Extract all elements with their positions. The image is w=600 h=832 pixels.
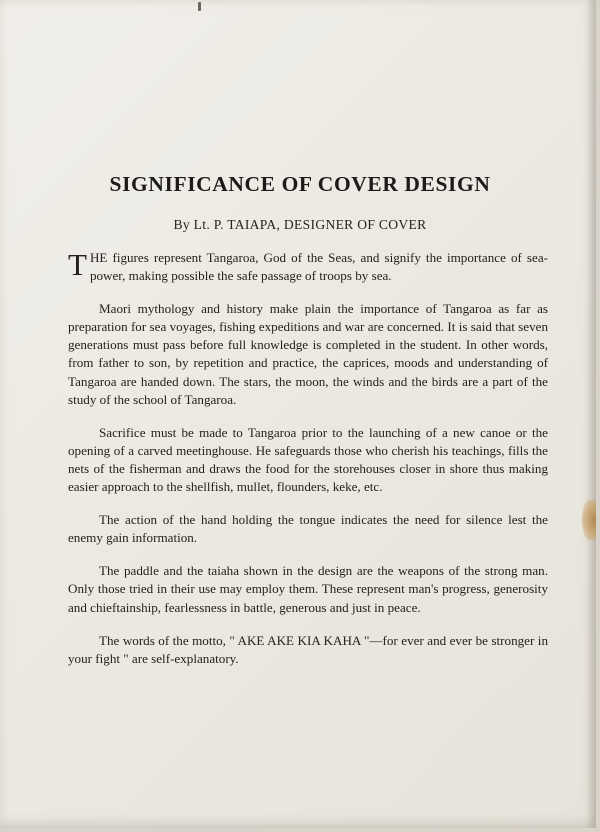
- paragraph-hand: The action of the hand holding the tongue indicates the need for silence lest the enemy gain information.: [68, 512, 548, 546]
- intro-text: HE figures represent Tangaroa, God of the Seas, and signify the importance of sea-power, making possible the safe passage of troops by sea.: [89, 250, 548, 284]
- page-stain: [582, 500, 596, 540]
- page-edge-shadow: [586, 0, 596, 828]
- author-byline: By Lt. P. TAIAPA, DESIGNER OF COVER: [173, 217, 427, 232]
- paragraph-sacrifice: Sacrifice must be made to Tangaroa prior to the launching of a new canoe or the opening of a carved meetinghouse. He safeguards those who cherish his teachings, fills the nets of the fisherman and draws the food for the storehouses closer in shore thus making easier approach to the shellfish, mullet, flounders, keke, etc.: [68, 424, 548, 495]
- intro-paragraph: [68, 249, 548, 285]
- paragraph-mythology: Maori mythology and history make plain the importance of Tangaroa as far as preparation for sea voyages, fishing expeditions and war are concerned. It is said that seven generations must pass before full knowledge is completed in the student. In other words, from father to son, by repetition and practice, the caprices, moods and understanding of Tangaroa are handed down. The stars, the moon, the winds and the birds are a part of the study of the school of Tangaroa.: [68, 301, 548, 407]
- drop-cap: T: [68, 247, 87, 282]
- page-title: SIGNIFICANCE OF COVER DESIGN: [109, 172, 491, 196]
- paragraph-motto: The words of the motto, " AKE AKE KIA KAHA "—for ever and ever be stronger in your fight " are self-explanatory.: [68, 632, 548, 666]
- page-mark: [198, 2, 201, 11]
- paragraph-weapons: The paddle and the taiaha shown in the design are the weapons of the strong man. Only those tried in their use may employ them. These represent man's progress, generosity and chieftainship, fearlessness in battle, generous and just in peace.: [68, 563, 548, 615]
- article-body: [68, 249, 548, 683]
